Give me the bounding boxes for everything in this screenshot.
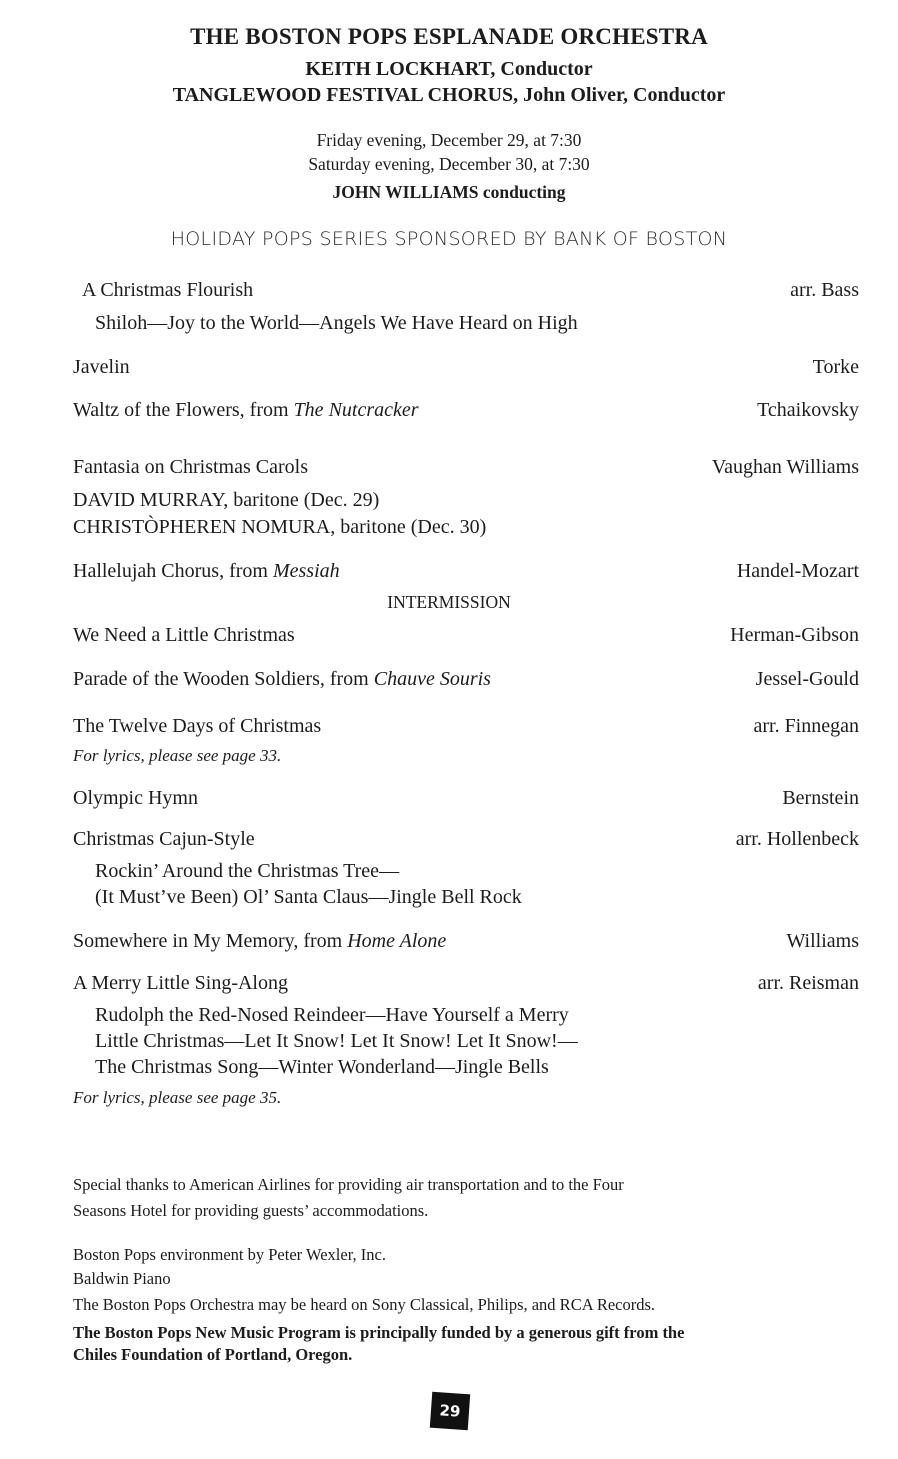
- thanks-line-2: Seasons Hotel for providing guests’ accommodations.: [73, 1201, 429, 1220]
- composer: Tchaikovsky: [757, 399, 859, 421]
- piece-subtitle: The Christmas Song—Winter Wonderland—Jingle Bells: [95, 1056, 549, 1078]
- piece-title: Javelin: [73, 356, 130, 378]
- composer: arr. Finnegan: [753, 715, 859, 737]
- piece-title: We Need a Little Christmas: [73, 624, 295, 646]
- piece-title-text: Waltz of the Flowers, from: [73, 399, 294, 421]
- composer: arr. Bass: [790, 279, 859, 301]
- orchestra-title: THE BOSTON POPS ESPLANADE ORCHESTRA: [190, 24, 708, 49]
- piano-credit: Baldwin Piano: [73, 1269, 171, 1288]
- piece-title-work: Chauve Souris: [373, 668, 491, 690]
- piece-title: A Christmas Flourish: [82, 279, 254, 301]
- conductor-line: KEITH LOCKHART, Conductor: [305, 58, 593, 80]
- composer: Jessel-Gould: [755, 668, 859, 690]
- records-credit: The Boston Pops Orchestra may be heard on Sony Classical, Philips, and RCA Records.: [73, 1295, 656, 1314]
- intermission: INTERMISSION: [387, 592, 511, 612]
- series-sponsor: HOLIDAY POPS SERIES SPONSORED BY BANK OF BOSTON: [170, 228, 728, 250]
- composer: Torke: [812, 356, 859, 378]
- composer: Bernstein: [782, 787, 859, 809]
- composer: arr. Reisman: [757, 972, 859, 994]
- piece-title-work: The Nutcracker: [293, 399, 419, 421]
- piece-title-text: Hallelujah Chorus, from: [73, 560, 273, 582]
- piece-subtitle: Little Christmas—Let It Snow! Let It Snow! Let It Snow!—: [95, 1030, 578, 1052]
- piece-title: [73, 666, 491, 692]
- soloist: DAVID MURRAY, baritone (Dec. 29): [73, 489, 380, 511]
- piece-title-work: Home Alone: [347, 930, 447, 952]
- piece-title: Christmas Cajun-Style: [73, 828, 255, 850]
- piece-subtitle: (It Must’ve Been) Ol’ Santa Claus—Jingle Bell Rock: [95, 886, 522, 908]
- funding-line-2: Chiles Foundation of Portland, Oregon.: [73, 1345, 353, 1364]
- guest-conductor: JOHN WILLIAMS conducting: [332, 182, 566, 202]
- piece-title: Fantasia on Christmas Carols: [73, 456, 308, 478]
- piece-subtitle: Rockin’ Around the Christmas Tree—: [95, 860, 400, 882]
- lyrics-note: For lyrics, please see page 35.: [73, 1088, 282, 1107]
- composer: Vaughan Williams: [711, 456, 859, 478]
- date-friday: Friday evening, December 29, at 7:30: [316, 130, 582, 150]
- piece-title: Olympic Hymn: [73, 787, 198, 809]
- chorus-line: TANGLEWOOD FESTIVAL CHORUS, John Oliver, Conductor: [172, 84, 726, 106]
- piece-title: [73, 397, 419, 423]
- piece-subtitle: Rudolph the Red-Nosed Reindeer—Have Yourself a Merry: [95, 1004, 569, 1026]
- soloist: CHRISTÒPHEREN NOMURA, baritone (Dec. 30): [73, 516, 487, 538]
- thanks-line-1: Special thanks to American Airlines for providing air transportation and to the Four: [73, 1175, 624, 1194]
- piece-title-work: Messiah: [272, 560, 340, 582]
- composer: arr. Hollenbeck: [735, 828, 859, 850]
- piece-title: [73, 928, 446, 954]
- composer: Herman-Gibson: [730, 624, 859, 646]
- environment-credit: Boston Pops environment by Peter Wexler, Inc.: [73, 1245, 386, 1264]
- lyrics-note: For lyrics, please see page 33.: [73, 746, 282, 765]
- composer: Williams: [786, 930, 859, 952]
- piece-title-text: Somewhere in My Memory, from: [73, 930, 348, 952]
- piece-subtitle: Shiloh—Joy to the World—Angels We Have Heard on High: [95, 312, 578, 334]
- piece-title: The Twelve Days of Christmas: [73, 715, 322, 737]
- piece-title: A Merry Little Sing-Along: [73, 972, 288, 994]
- composer: Handel-Mozart: [736, 560, 859, 582]
- date-saturday: Saturday evening, December 30, at 7:30: [308, 154, 590, 174]
- piece-title-text: Parade of the Wooden Soldiers, from: [73, 668, 374, 690]
- piece-title: [73, 558, 340, 584]
- funding-line-1: The Boston Pops New Music Program is principally funded by a generous gift from the: [73, 1323, 685, 1342]
- page-number-badge: 29: [430, 1392, 470, 1431]
